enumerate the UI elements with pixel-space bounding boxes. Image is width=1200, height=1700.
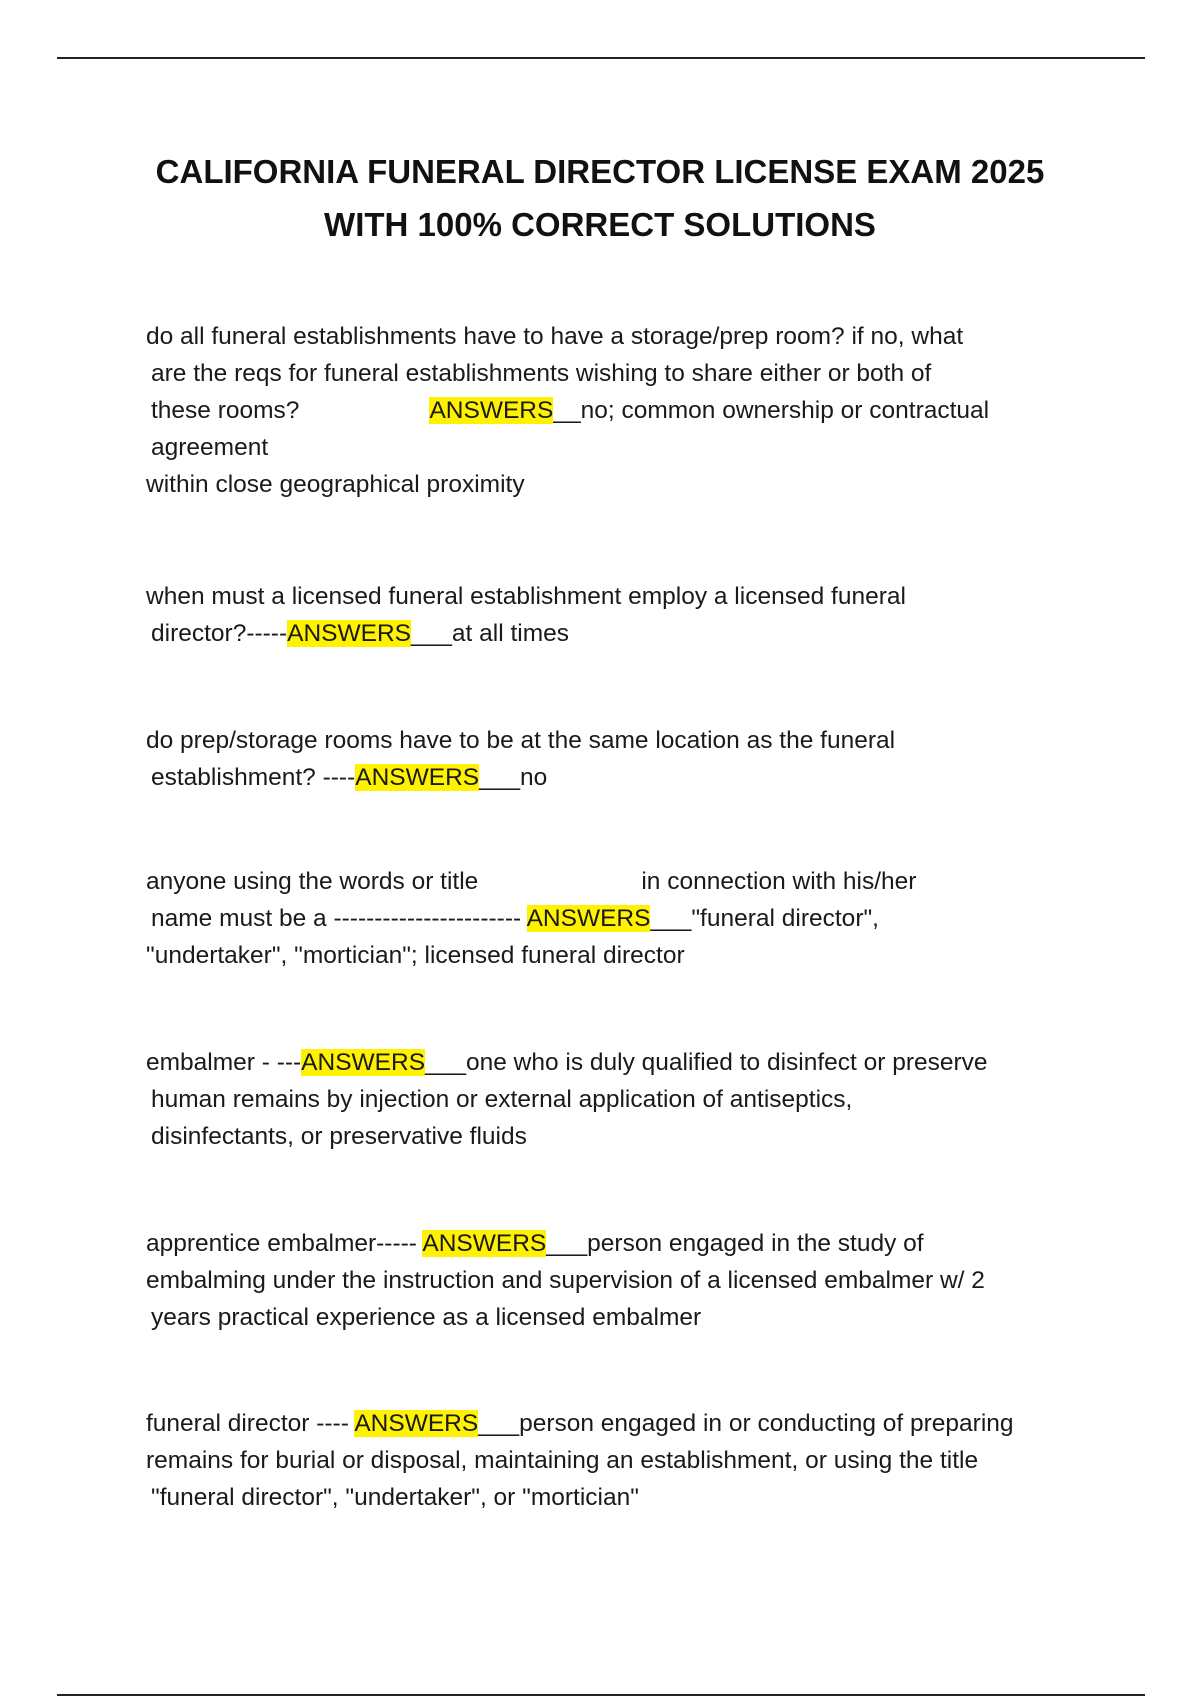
answer-text: ___one who is duly qualified to disinfect or preserve [425,1049,988,1076]
answer-text: within close geographical proximity [146,471,525,498]
question-text: in connection with his/her [641,868,917,895]
question-text: embalmer - --- [146,1049,302,1076]
title-line-1: CALIFORNIA FUNERAL DIRECTOR LICENSE EXAM 2025 [155,153,1045,190]
question-text: anyone using the words or title [146,868,479,895]
answers-highlight: ANSWERS [354,1410,479,1437]
question-text: do all funeral establishments have to have a storage/prep room? if no, what [146,323,964,350]
qa-item-5 [146,1044,1076,1155]
answer-text: ___at all times [411,620,569,647]
answer-text: __no; common ownership or contractual [553,397,990,424]
answer-text: years practical experience as a licensed embalmer [151,1304,702,1331]
question-answer-line [146,1405,1076,1442]
answer-text: human remains by injection or external application of antiseptics, [151,1086,853,1113]
answers-highlight: ANSWERS [422,1230,547,1257]
answers-highlight: ANSWERS [301,1049,426,1076]
question-text: name must be a ----------------------- [151,905,527,932]
question-answer-line [146,1044,1076,1081]
answer-text: ___person engaged in the study of [546,1230,924,1257]
answer-text: disinfectants, or preservative fluids [151,1123,527,1150]
qa-item-4 [146,863,1076,974]
qa-item-2 [146,578,1076,652]
answers-highlight: ANSWERS [355,764,480,791]
answers-highlight: ANSWERS [287,620,412,647]
question-line [146,863,1076,900]
question-answer-line [146,392,1076,429]
question-answer-line [146,1225,1076,1262]
qa-item-1 [146,318,1076,503]
question-text: apprentice embalmer----- [146,1230,423,1257]
qa-item-3 [146,722,1076,796]
answers-highlight: ANSWERS [526,905,651,932]
question-text: do prep/storage rooms have to be at the same location as the funeral [146,727,896,754]
answer-text: ___"funeral director", [650,905,879,932]
question-answer-line [146,900,1076,937]
answer-text: embalming under the instruction and supervision of a licensed embalmer w/ 2 [146,1267,985,1294]
question-text: when must a licensed funeral establishment employ a licensed funeral [146,583,906,610]
question-answer-line [146,759,1076,796]
answer-text: agreement [151,434,269,461]
question-text: are the reqs for funeral establishments wishing to share either or both of [151,360,932,387]
question-text: these rooms? [151,397,300,424]
answer-text: remains for burial or disposal, maintaining an establishment, or using the title [146,1447,979,1474]
question-text: director?----- [151,620,288,647]
answer-text: ___no [479,764,548,791]
question-answer-line [146,615,1076,652]
qa-item-6 [146,1225,1076,1336]
title-line-2: WITH 100% CORRECT SOLUTIONS [324,206,876,243]
question-text: funeral director ---- [146,1410,355,1437]
question-text: establishment? ---- [151,764,356,791]
answer-text: ___person engaged in or conducting of preparing [478,1410,1014,1437]
answer-text: "undertaker", "mortician"; licensed funeral director [146,942,685,969]
bottom-rule [57,1694,1145,1696]
answer-text: "funeral director", "undertaker", or "mortician" [151,1484,639,1511]
page-title [0,145,1200,251]
top-rule [57,57,1145,59]
answers-highlight: ANSWERS [429,397,554,424]
qa-item-7 [146,1405,1076,1516]
